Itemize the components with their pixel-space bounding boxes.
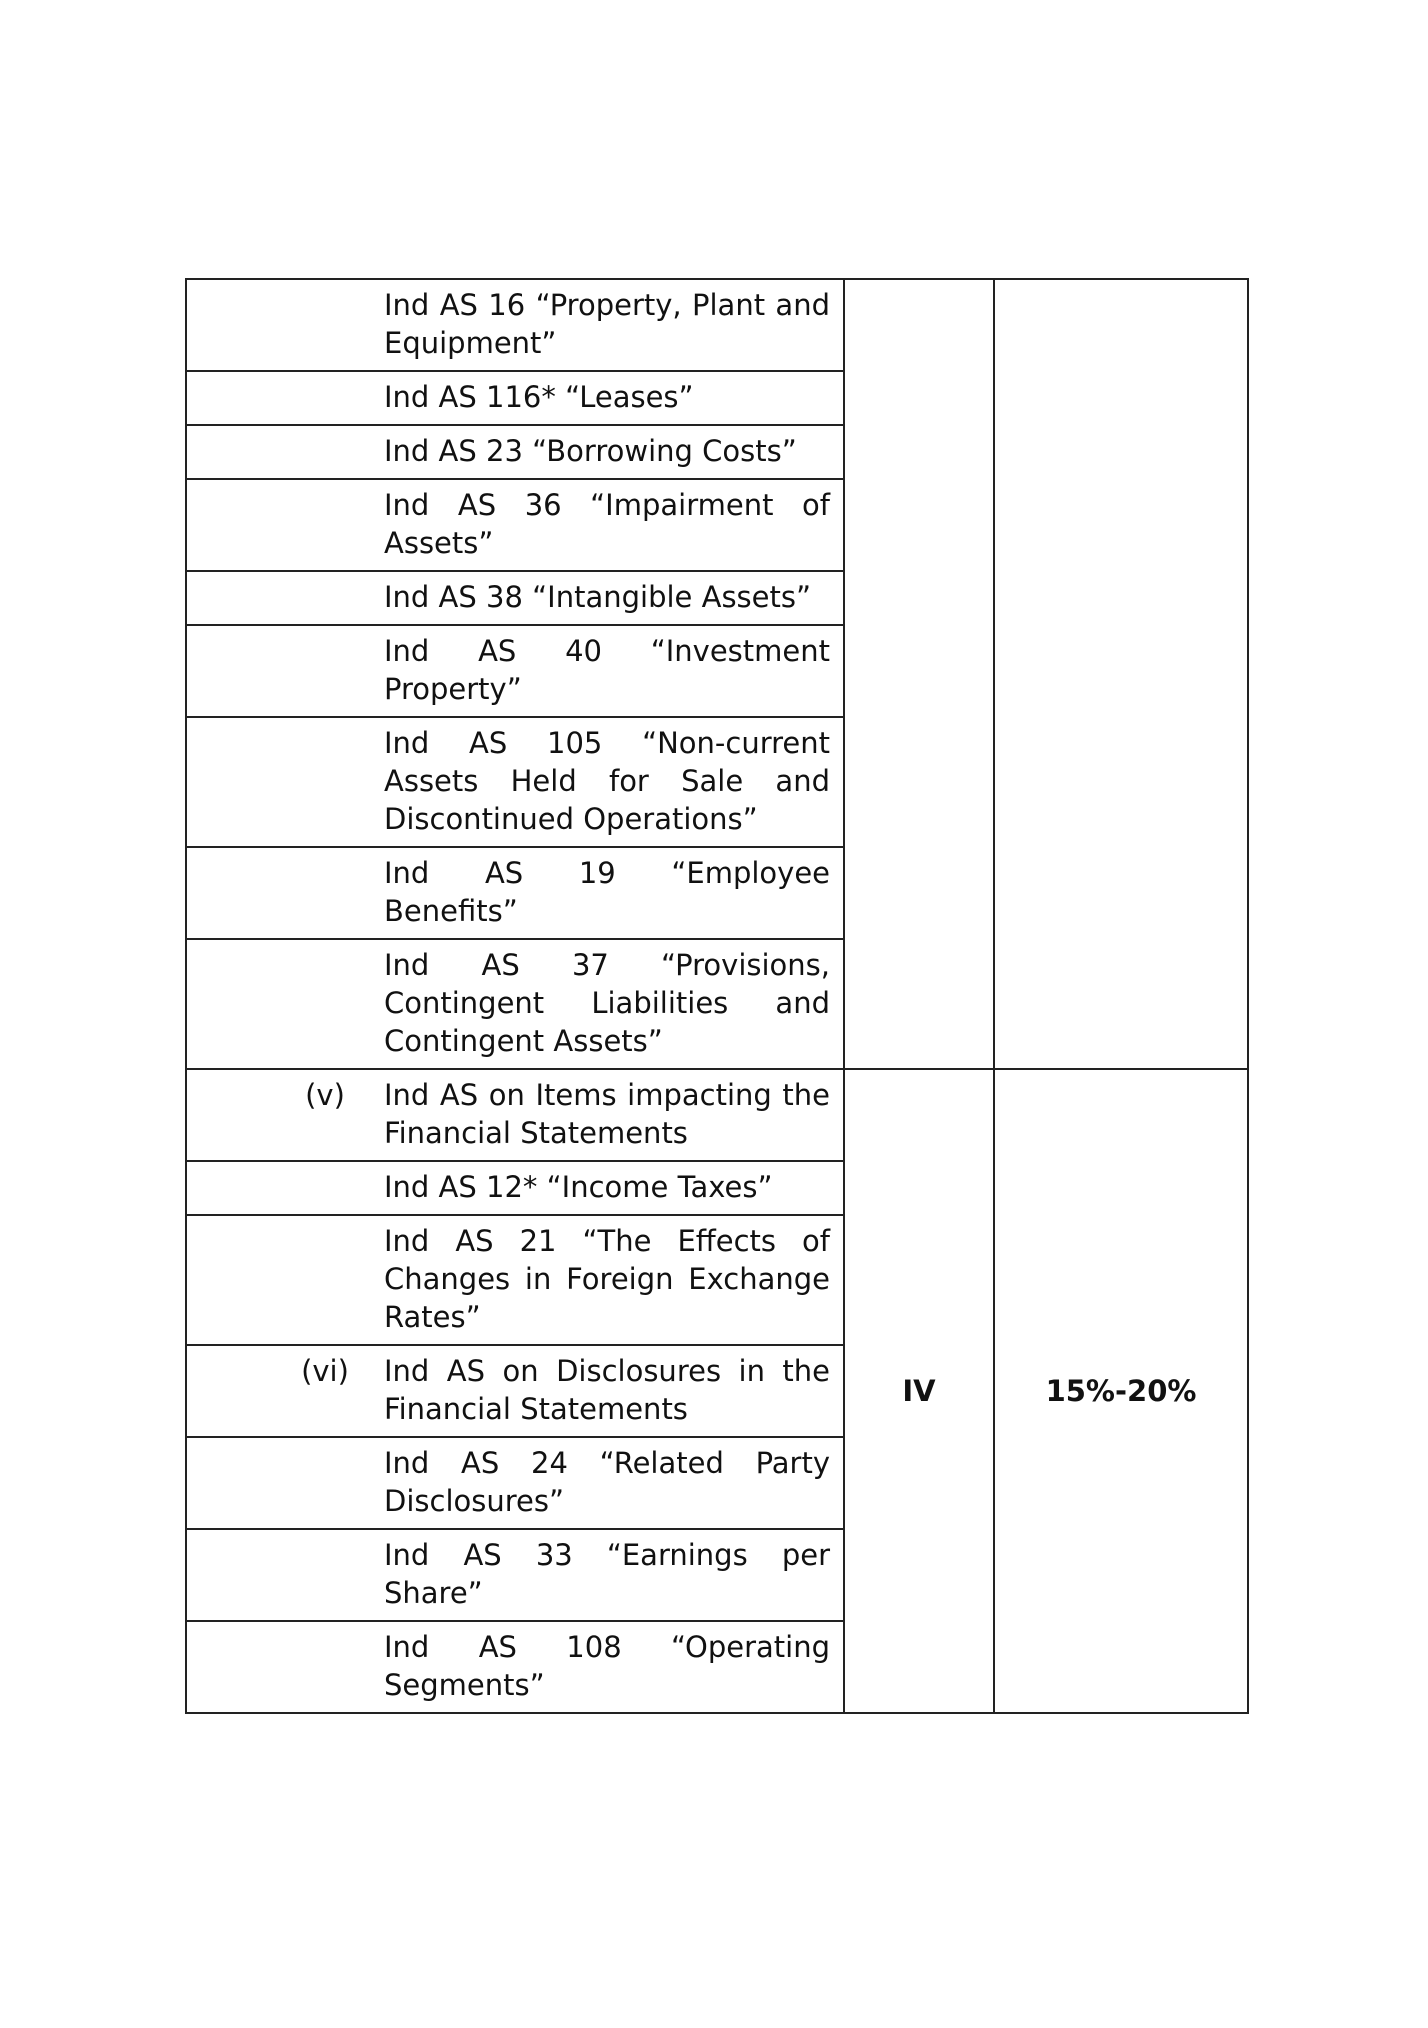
row-number bbox=[186, 1621, 371, 1713]
unit-cell: IV bbox=[844, 1069, 994, 1713]
table-row bbox=[186, 279, 1248, 371]
row-number bbox=[186, 847, 371, 939]
row-topic: Ind AS 105 “Non-current Assets Held for Sale and Discontinued Operations” bbox=[371, 717, 844, 847]
row-topic: Ind AS 24 “Related Party Disclosures” bbox=[371, 1437, 844, 1529]
row-topic: Ind AS 37 “Provisions, Contingent Liabilities and Contingent Assets” bbox=[371, 939, 844, 1069]
row-number bbox=[186, 717, 371, 847]
unit-cell-blank bbox=[844, 279, 994, 1069]
row-topic: Ind AS 12* “Income Taxes” bbox=[371, 1161, 844, 1215]
row-topic: Ind AS 36 “Impairment of Assets” bbox=[371, 479, 844, 571]
table-row bbox=[186, 1069, 1248, 1161]
weightage-cell-blank bbox=[994, 279, 1248, 1069]
row-topic: Ind AS 108 “Operating Segments” bbox=[371, 1621, 844, 1713]
row-number bbox=[186, 1215, 371, 1345]
row-topic: Ind AS 16 “Property, Plant and Equipment” bbox=[371, 279, 844, 371]
row-topic: Ind AS on Disclosures in the Financial Statements bbox=[371, 1345, 844, 1437]
weightage-cell: 15%-20% bbox=[994, 1069, 1248, 1713]
syllabus-table-body bbox=[186, 279, 1248, 1713]
row-number bbox=[186, 1437, 371, 1529]
row-number bbox=[186, 1529, 371, 1621]
row-number bbox=[186, 479, 371, 571]
row-topic: Ind AS 116* “Leases” bbox=[371, 371, 844, 425]
row-number bbox=[186, 939, 371, 1069]
row-number: (vi) bbox=[186, 1345, 371, 1437]
row-topic: Ind AS 33 “Earnings per Share” bbox=[371, 1529, 844, 1621]
row-topic: Ind AS 38 “Intangible Assets” bbox=[371, 571, 844, 625]
row-topic: Ind AS 40 “Investment Property” bbox=[371, 625, 844, 717]
row-number: (v) bbox=[186, 1069, 371, 1161]
row-number bbox=[186, 279, 371, 371]
row-number bbox=[186, 571, 371, 625]
row-topic: Ind AS 23 “Borrowing Costs” bbox=[371, 425, 844, 479]
row-topic: Ind AS on Items impacting the Financial Statements bbox=[371, 1069, 844, 1161]
row-number bbox=[186, 425, 371, 479]
syllabus-table bbox=[185, 278, 1249, 1714]
row-topic: Ind AS 19 “Employee Benefits” bbox=[371, 847, 844, 939]
row-number bbox=[186, 625, 371, 717]
row-topic: Ind AS 21 “The Effects of Changes in Foreign Exchange Rates” bbox=[371, 1215, 844, 1345]
row-number bbox=[186, 1161, 371, 1215]
row-number bbox=[186, 371, 371, 425]
